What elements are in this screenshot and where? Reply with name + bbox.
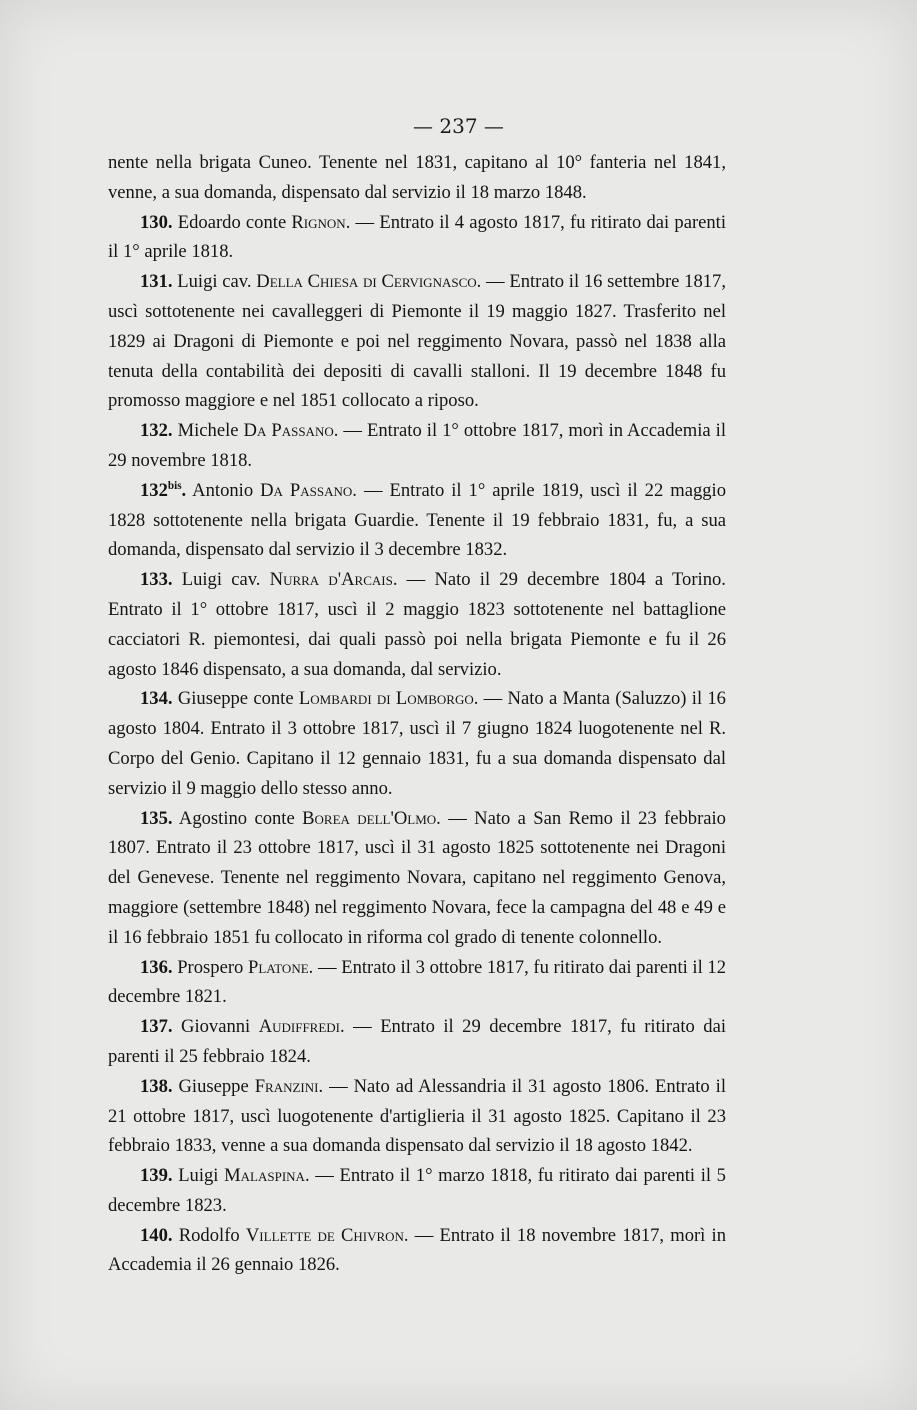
- entry-text: — Entrato il 29 decembre 1817, fu ritirato dai parenti il 25 febbraio 1824.: [108, 1016, 726, 1067]
- entry-given-name: Agostino conte: [178, 807, 295, 829]
- entry-132-bis: [108, 476, 726, 565]
- entry-number: 133.: [140, 569, 173, 591]
- entry-text: — Entrato il 16 settembre 1817, uscì sottotenente nei cavalleggeri di Piemonte il 19 maggio 1827. Trasferito nel 1829 ai Dragoni di Piemonte e poi nel reggimento Novara, passò nel 1838 alla tenuta della contabilità dei depositi di cavalli stalloni. Il 19 decembre 1848 fu promosso maggiore e nel 1851 collocato a riposo.: [108, 271, 726, 412]
- continuation-paragraph: nente nella brigata Cuneo. Tenente nel 1831, capitano al 10° fanteria nel 1841, venne, a sua domanda, dispensato dal servizio il 18 marzo 1848.: [108, 152, 726, 203]
- page-number: — 237 —: [413, 114, 504, 138]
- entry-given-name: Luigi: [178, 1165, 219, 1187]
- entry-132: [108, 416, 726, 476]
- entry-given-name: Giovanni: [181, 1016, 251, 1038]
- entry-given-name: Luigi cav.: [177, 271, 252, 293]
- entry-surname: Franzini.: [254, 1075, 324, 1097]
- entry-text: — Entrato il 1° marzo 1818, fu ritirato dai parenti il 5 decembre 1823.: [108, 1165, 726, 1216]
- entry-133: [108, 565, 726, 684]
- entry-number: 135.: [140, 807, 173, 829]
- entry-number: [140, 480, 186, 501]
- entry-surname: Audiffredi.: [258, 1016, 345, 1038]
- entry-number: 134.: [140, 688, 173, 710]
- entry-surname: Rignon.: [291, 211, 351, 233]
- entry-140: [108, 1221, 726, 1281]
- entry-given-name: Giuseppe conte: [177, 688, 294, 710]
- entry-given-name: Rodolfo: [178, 1224, 240, 1246]
- entry-surname: Malaspina.: [224, 1165, 310, 1187]
- entry-135: [108, 804, 726, 953]
- entry-surname: Da Passano.: [243, 420, 339, 442]
- entry-138: [108, 1072, 726, 1161]
- entry-number-period: .: [181, 479, 187, 501]
- entry-given-name: Edoardo conte: [177, 211, 287, 233]
- entry-130: [108, 208, 726, 268]
- entry-number: 132.: [140, 420, 173, 442]
- entry-text: — Entrato il 4 agosto 1817, fu ritirato dai parenti il 1° aprile 1818.: [108, 211, 727, 263]
- entry-number-main: 132: [140, 479, 168, 501]
- entry-139: [108, 1161, 726, 1221]
- entry-136: [108, 953, 726, 1013]
- entry-text: — Entrato il 1° aprile 1819, uscì il 22 maggio 1828 sottotenente nella brigata Guardie. Tenente il 19 febbraio 1831, fu, a sua domanda, dispensato dal servizio il 3 decembre 1832.: [108, 479, 727, 561]
- entry-number: 138.: [140, 1075, 173, 1097]
- entry-text: — Nato a Manta (Saluzzo) il 16 agosto 1804. Entrato il 3 ottobre 1817, uscì il 7 giugno 1824 luogotenente nel R. Corpo del Genio. Capitano il 12 gennaio 1831, fu a sua domanda dispensato dal servizio il 9 maggio dello stesso anno.: [108, 688, 726, 799]
- entry-137: [108, 1012, 726, 1072]
- entry-134: [108, 684, 726, 803]
- entry-surname: Platone.: [248, 956, 314, 978]
- entry-text: — Entrato il 3 ottobre 1817, fu ritirato dai parenti il 12 decembre 1821.: [108, 956, 727, 1008]
- entry-number: 140.: [140, 1224, 173, 1246]
- entry-text: — Nato ad Alessandria il 31 agosto 1806. Entrato il 21 ottobre 1817, uscì luogotenente d'artiglieria il 31 agosto 1825. Capitano il 23 febbraio 1833, venne a sua domanda dispensato dal servizio il 18 agosto 1842.: [108, 1075, 726, 1157]
- entry-surname: Borea dell'Olmo.: [302, 807, 441, 829]
- entry-text: — Nato il 29 decembre 1804 a Torino. Entrato il 1° ottobre 1817, uscì il 2 maggio 1823 sottotenente nel battaglione cacciatori R. piemontesi, dai quali passò poi nella brigata Piemonte e fu il 26 agosto 1846 dispensato, a sua domanda, dal servizio.: [108, 569, 726, 680]
- entry-surname: Villette de Chivron.: [245, 1224, 409, 1246]
- entry-surname: Da Passano.: [260, 479, 357, 501]
- entry-text: — Entrato il 18 novembre 1817, morì in Accademia il 26 gennaio 1826.: [108, 1224, 726, 1276]
- entry-surname: Lombardi di Lomborgo.: [298, 688, 479, 710]
- entry-given-name: Giuseppe: [178, 1075, 249, 1097]
- entry-number: 137.: [140, 1016, 173, 1038]
- entry-given-name: Antonio: [192, 479, 254, 501]
- entry-surname: Nurra d'Arcais.: [269, 569, 398, 591]
- entry-given-name: Luigi cav.: [181, 569, 261, 591]
- entry-number: 130.: [140, 211, 173, 233]
- entry-surname: Della Chiesa di Cervignasco.: [256, 271, 482, 293]
- entry-number: 131.: [140, 271, 173, 293]
- text-body: [108, 148, 726, 1280]
- entry-text: — Entrato il 1° ottobre 1817, morì in Accademia il 29 novembre 1818.: [108, 420, 726, 471]
- entry-given-name: Michele: [177, 420, 239, 442]
- entry-text: — Nato a San Remo il 23 febbraio 1807. Entrato il 23 ottobre 1817, uscì il 31 agosto 1825 sottotenente nei Dragoni del Genevese. Tenente nel reggimento Novara, capitano nel reggimento Genova, maggiore (settembre 1848) nel reggimento Novara, fece la campagna del 48 e 49 e il 16 febbraio 1851 fu collocato in riforma col grado di tenente colonnello.: [108, 807, 726, 948]
- entry-131: [108, 267, 726, 416]
- entry-number-superscript: bis: [167, 479, 182, 492]
- entry-given-name: Prospero: [177, 956, 244, 978]
- entry-number: 136.: [140, 956, 173, 978]
- entry-number: 139.: [140, 1165, 173, 1187]
